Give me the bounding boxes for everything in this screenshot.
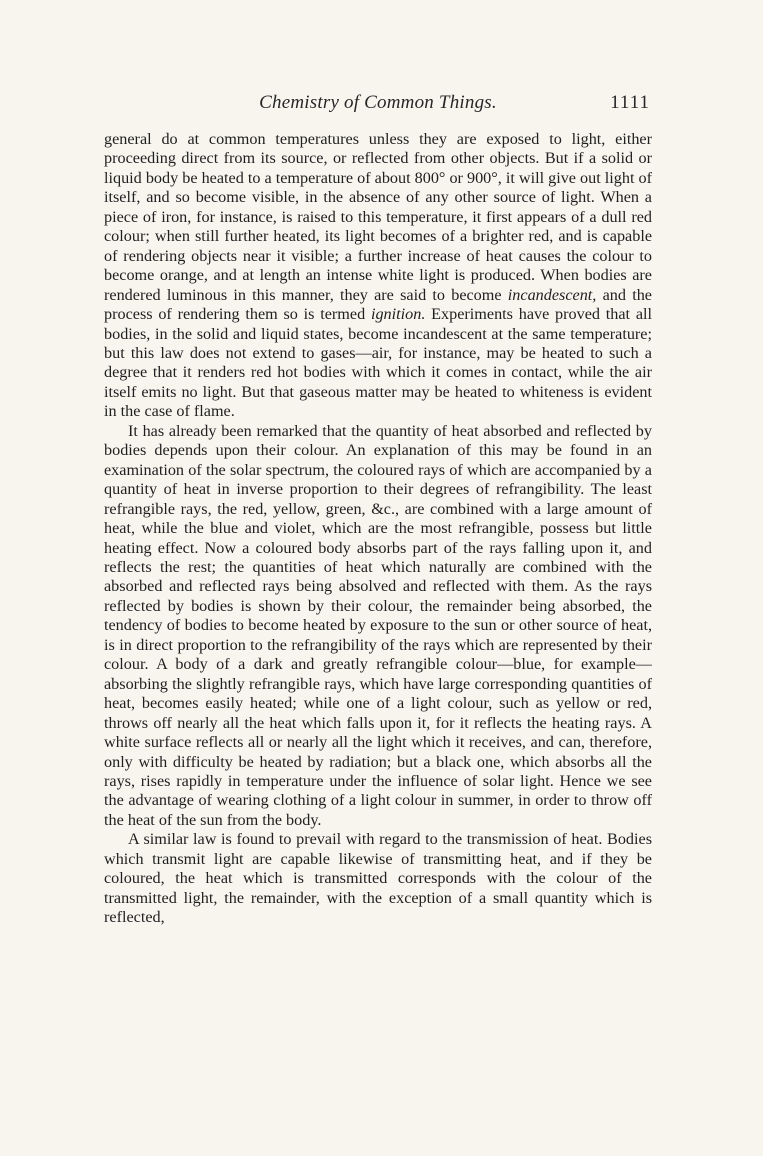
paragraph-2 [104, 422, 652, 831]
text-run: It has already been remarked that the quantity of heat absorbed and reflected by bodies depends upon their colour. An explanation of this may be found in an examination of the solar spectrum, the coloured rays of which are accompanied by a quantity of heat in inverse proportion to their degrees of refrangibility. The least refrangible rays, the red, yellow, green, &c., are combined with a large amount of heat, while the blue and violet, which are the most refrangible, possess but little heating effect. Now a coloured body absorbs part of the rays falling upon it, and reflects the rest; the quantities of heat which naturally are combined with the absorbed and reflected rays being absolved and reflected with them. As the rays reflected by bodies is shown by their colour, the remainder being absorbed, the tendency of bodies to become heated by exposure to the sun or other source of heat, is in direct proportion to the refrangibility of the rays which are represented by their colour. A body of a dark and greatly refrangible colour—blue, for example—absorbing the slightly refrangible rays, which have large corresponding quantities of heat, becomes easily heated; while one of a light colour, such as yellow or red, throws off nearly all the heat which falls upon it, for it reflects the heating rays. A white surface reflects all or nearly all the light which it receives, and can, therefore, only with difficulty be heated by radiation; but a black one, which absorbs all the rays, rises rapidly in temperature under the influence of solar light. Hence we see the advantage of wearing clothing of a light colour in summer, in order to throw off the heat of the sun from the body. [104, 421, 652, 829]
paragraph-1 [104, 130, 652, 422]
text-run: general do at common temperatures unless they are exposed to light, either proceeding direct from its source, or reflected from other objects. But if a solid or liquid body be heated to a temperature of about 800° or 900°, it will give out light of itself, and so become visible, in the absence of any other source of light. When a piece of iron, for instance, is raised to this temperature, it first appears of a dull red colour; when still further heated, its light becomes of a brighter red, and is capable of rendering objects near it visible; a further increase of heat causes the colour to become orange, and at length an intense white light is produced. When bodies are rendered luminous in this manner, they are said to become [104, 130, 652, 304]
term-incandescent: incandescent, [507, 285, 597, 304]
running-title: Chemistry of Common Things. [259, 92, 497, 113]
text-run: Experiments have proved that all bodies, in the solid and liquid states, become incandescent at the same temperature; but this law does not extend to gases—air, for instance, may be heated to such a degree that it renders red hot bodies with which it comes in contact, while the air itself emits no light. But that gaseous matter may be heated to whiteness is evident in the case of flame. [104, 305, 652, 421]
page-number: 1111 [610, 92, 650, 113]
text-run: A similar law is found to prevail with regard to the transmission of heat. Bodies which transmit light are capable likewise of transmitting heat, and if they be coloured, the heat which is transmitted corresponds with the colour of the transmitted light, the remainder, with the exception of a small quantity which is reflected, [104, 830, 652, 927]
term-ignition: ignition. [370, 305, 426, 324]
paragraph-3 [104, 830, 652, 927]
page-header [104, 92, 652, 120]
text-run: and the process of rendering them so is termed [104, 285, 652, 324]
body-text [104, 130, 652, 928]
